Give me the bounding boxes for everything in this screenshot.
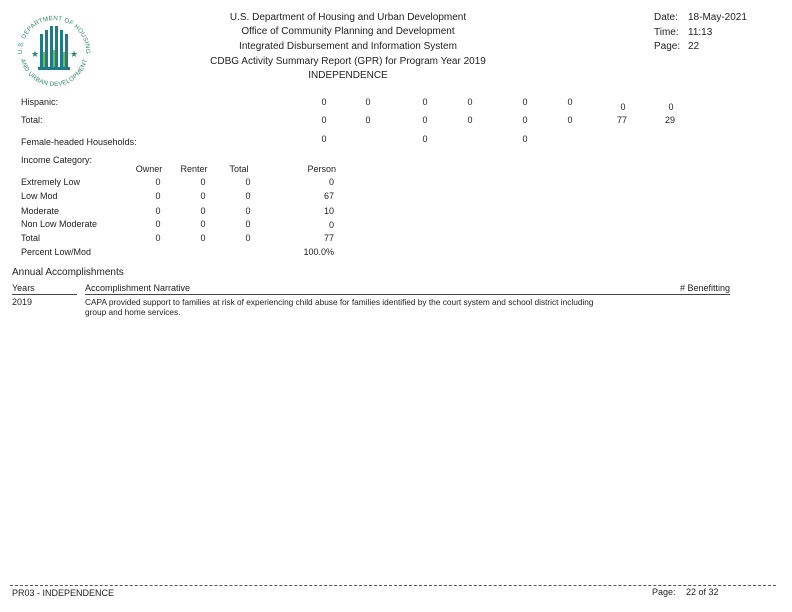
- accomplishment-narrative-line2: group and home services.: [85, 307, 181, 317]
- income-renter-value: 0: [200, 233, 206, 243]
- date-label: Date:: [654, 12, 678, 23]
- hispanic-value: 0: [467, 97, 473, 107]
- time-label: Time:: [654, 27, 679, 38]
- footer-page-label: Page:: [652, 587, 676, 597]
- income-renter-value: 0: [200, 177, 206, 187]
- hispanic-label: Hispanic:: [21, 97, 59, 107]
- page-label: Page:: [654, 41, 681, 52]
- income-person-value: 0: [328, 220, 334, 230]
- header-agency: U.S. Department of Housing and Urban Development: [229, 12, 467, 23]
- income-person-value: 67: [323, 191, 334, 201]
- female-headed-value: 0: [422, 134, 428, 144]
- hispanic-value: 0: [365, 97, 371, 107]
- accomplishment-narrative-line1: CAPA provided support to families at risk of experiencing child abuse for families identified by the court system and school district including: [85, 297, 594, 307]
- accomplishments-title: Annual Accomplishments: [12, 267, 124, 278]
- divider: [12, 294, 77, 295]
- hispanic-value: 0: [620, 102, 626, 112]
- percent-low-mod-value: 100.0%: [303, 247, 334, 257]
- footer-report-id: PR03 - INDEPENDENCE: [12, 588, 115, 598]
- female-headed-value: 0: [522, 134, 528, 144]
- income-total-value: 0: [245, 206, 251, 216]
- header-report-title: CDBG Activity Summary Report (GPR) for Program Year 2019: [210, 56, 486, 67]
- star-icon: ★: [70, 49, 79, 59]
- footer-divider: [10, 585, 776, 586]
- total-value: 0: [365, 115, 371, 125]
- income-renter-value: 0: [200, 219, 206, 229]
- income-header-owner: Owner: [135, 164, 163, 174]
- income-row-label: Moderate: [21, 206, 60, 216]
- income-person-value: 77: [323, 233, 334, 243]
- col-benefitting: # Benefitting: [679, 283, 730, 293]
- female-headed-label: Female-headed Households:: [21, 137, 137, 147]
- total-value: 29: [664, 115, 675, 125]
- total-value: 0: [422, 115, 428, 125]
- footer-page-value: 22 of 32: [686, 587, 719, 597]
- page-value: 22: [688, 41, 700, 52]
- income-owner-value: 0: [155, 233, 161, 243]
- income-total-value: 0: [245, 233, 251, 243]
- income-total-value: 0: [245, 191, 251, 201]
- header-office: Office of Community Planning and Development: [241, 26, 455, 37]
- income-category-label: Income Category:: [21, 155, 93, 165]
- accomplishment-year: 2019: [12, 297, 33, 307]
- header-system: Integrated Disbursement and Information System: [239, 41, 457, 52]
- income-header-total: Total: [229, 164, 249, 174]
- date-value: 18-May-2021: [688, 12, 747, 23]
- income-owner-value: 0: [155, 219, 161, 229]
- hispanic-value: 0: [522, 97, 528, 107]
- hispanic-value: 0: [567, 97, 573, 107]
- seal-text-bottom: AND URBAN DEVELOPMENT: [18, 58, 90, 88]
- income-owner-value: 0: [155, 177, 161, 187]
- hispanic-value: 0: [668, 102, 674, 112]
- female-headed-value: 0: [321, 134, 327, 144]
- star-icon: ★: [31, 49, 40, 59]
- hud-seal-logo: [12, 12, 96, 88]
- percent-low-mod-label: Percent Low/Mod: [21, 247, 92, 257]
- total-value: 0: [467, 115, 473, 125]
- total-value: 0: [321, 115, 327, 125]
- income-person-value: 0: [328, 177, 334, 187]
- income-owner-value: 0: [155, 206, 161, 216]
- time-value: 11:13: [688, 27, 713, 38]
- income-header-renter: Renter: [180, 164, 208, 174]
- income-total-value: 0: [245, 219, 251, 229]
- hispanic-value: 0: [422, 97, 428, 107]
- header-grantee: INDEPENDENCE: [308, 70, 388, 81]
- total-value: 0: [522, 115, 528, 125]
- total-value: 77: [616, 115, 627, 125]
- total-value: 0: [567, 115, 573, 125]
- income-header-person: Person: [307, 164, 336, 174]
- income-row-label: Low Mod: [21, 191, 58, 201]
- income-row-label: Non Low Moderate: [21, 219, 98, 229]
- income-renter-value: 0: [200, 191, 206, 201]
- income-row-label: Extremely Low: [21, 177, 81, 187]
- col-narrative: Accomplishment Narrative: [85, 283, 191, 293]
- divider: [85, 294, 730, 295]
- income-owner-value: 0: [155, 191, 161, 201]
- income-total-value: 0: [245, 177, 251, 187]
- income-row-label: Total: [21, 233, 41, 243]
- seal-text-top: U.S. DEPARTMENT OF HOUSING: [16, 14, 92, 55]
- col-years: Years: [12, 283, 35, 293]
- svg-text:U.S. DEPARTMENT OF HOUSING: [17, 15, 91, 54]
- income-person-value: 10: [323, 206, 334, 216]
- total-label: Total:: [21, 115, 43, 125]
- hispanic-value: 0: [321, 97, 327, 107]
- income-renter-value: 0: [200, 206, 206, 216]
